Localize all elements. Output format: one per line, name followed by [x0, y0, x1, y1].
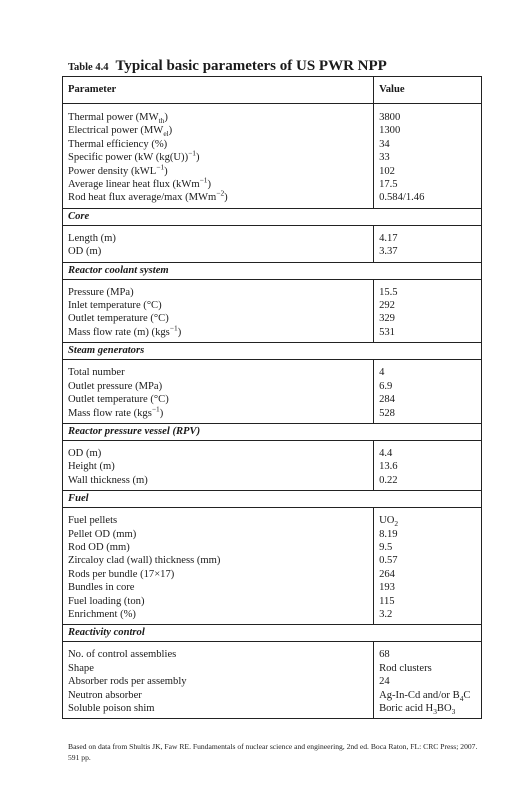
parameter-value: 4.17 [379, 232, 398, 244]
parameter-value: 102 [379, 165, 395, 177]
parameter-label: OD (m) [68, 246, 102, 258]
parameter-label: Outlet temperature (°C) [68, 394, 169, 406]
parameter-value: 24 [379, 676, 390, 688]
section-title: Reactivity control [63, 625, 482, 642]
table-row [63, 642, 482, 719]
source-footnote: Based on data from Shultis JK, Faw RE. Fundamentals of nuclear science and engineering, 2nd ed. Boca Raton, FL: CRC Press; 2007. 591 pp. [68, 742, 478, 762]
parameter-value: 329 [379, 313, 395, 325]
parameter-value: 0.57 [379, 555, 398, 567]
parameter-cell [63, 360, 374, 424]
parameter-label: Average linear heat flux (kWm$^{-1}$) [68, 175, 211, 191]
parameter-value: 284 [379, 394, 395, 406]
parameter-label: Absorber rods per assembly [68, 676, 187, 688]
parameter-value: 4 [379, 367, 385, 379]
parameter-label: OD (m) [68, 447, 102, 459]
parameter-cell [63, 508, 374, 625]
parameter-label: Fuel loading (ton) [68, 595, 145, 607]
parameter-cell [63, 642, 374, 719]
value-cell [374, 508, 482, 625]
parameter-value: 33 [379, 152, 390, 164]
parameter-label: Fuel pellets [68, 515, 118, 527]
table-row [63, 360, 482, 424]
parameter-cell [63, 104, 374, 209]
value-cell [374, 642, 482, 719]
section-title: Steam generators [63, 343, 482, 360]
parameter-label: Total number [68, 367, 125, 379]
table-title: Typical basic parameters of US PWR NPP [115, 58, 387, 74]
parameter-cell [63, 225, 374, 262]
parameter-label: Mass flow rate (kgs$^{-1}$) [68, 403, 164, 419]
table-body [63, 104, 482, 719]
section-header-row [63, 208, 482, 225]
parameter-label: Thermal efficiency (%) [68, 138, 168, 150]
parameter-value: Rod clusters [379, 662, 432, 674]
table-row [63, 279, 482, 343]
parameter-value: 17.5 [379, 179, 398, 191]
parameter-label: Shape [68, 662, 94, 674]
parameter-label: No. of control assemblies [68, 649, 177, 661]
parameter-value: Boric acid $H_3BO_3$ [379, 703, 456, 717]
parameter-value: 264 [379, 568, 395, 580]
parameter-value: 115 [379, 595, 395, 607]
parameter-value: 292 [379, 300, 395, 312]
value-cell [374, 360, 482, 424]
parameter-label: Mass flow rate (m) (kgs$^{-1}$) [68, 323, 182, 338]
parameter-label: Specific power (kW $(kg(U))^{-1}$) [68, 148, 200, 164]
parameter-value: 3800 [379, 112, 401, 123]
parameter-label: Rods per bundle (17×17) [68, 568, 175, 580]
parameter-value: 4.4 [379, 447, 393, 459]
parameter-label: Rod heat flux average/max (MWm$^{-2}$) [68, 188, 228, 204]
parameter-label: Rod OD (mm) [68, 541, 130, 553]
section-title: Reactor pressure vessel (RPV) [63, 423, 482, 440]
table-row [63, 104, 482, 209]
parameter-value: Ag-In-Cd and/or $B_4C$ [379, 689, 471, 703]
parameter-value: 6.9 [379, 380, 393, 392]
table-row [63, 225, 482, 262]
parameter-value: 13.6 [379, 461, 398, 473]
section-header-row [63, 625, 482, 642]
parameter-label: Power density (kWL$^{-1}$) [68, 162, 168, 177]
value-column-header: Value [374, 77, 482, 104]
section-title: Core [63, 208, 482, 225]
parameter-value: 15.5 [379, 286, 398, 298]
parameter-label: Thermal power $(MW_{th})$ [68, 112, 168, 126]
parameter-label: Soluble poison shim [68, 703, 155, 714]
section-header-row [63, 423, 482, 440]
parameter-value: 34 [379, 138, 390, 150]
value-cell [374, 225, 482, 262]
section-title: Fuel [63, 491, 482, 508]
parameter-value: 0.22 [379, 474, 398, 486]
parameter-cell [63, 440, 374, 490]
section-title: Reactor coolant system [63, 262, 482, 279]
value-cell [374, 279, 482, 343]
parameter-label: Pressure (MPa) [68, 286, 134, 298]
section-header-row [63, 262, 482, 279]
parameter-value: 531 [379, 326, 395, 338]
table-row [63, 440, 482, 490]
value-cell [374, 104, 482, 209]
parameter-label: Wall thickness (m) [68, 474, 148, 486]
parameter-value: 1300 [379, 125, 401, 137]
parameter-label: Neutron absorber [68, 689, 142, 701]
parameter-value: 3.37 [379, 246, 398, 258]
table-caption [68, 57, 387, 75]
parameter-label: Outlet pressure (MPa) [68, 380, 163, 392]
parameter-value: 193 [379, 582, 395, 594]
parameter-label: Bundles in core [68, 582, 135, 594]
parameter-value: 9.5 [379, 541, 393, 553]
value-cell [374, 440, 482, 490]
parameters-table [62, 76, 482, 719]
parameter-value: 68 [379, 649, 390, 661]
parameter-label: Electrical power $(MW_{el})$ [68, 125, 173, 139]
parameter-value: 528 [379, 407, 395, 419]
parameter-label: Enrichment (%) [68, 608, 136, 620]
parameter-label: Zircaloy clad (wall) thickness (mm) [68, 555, 221, 567]
parameter-label: Length (m) [68, 232, 116, 244]
parameter-label: Pellet OD (mm) [68, 528, 137, 540]
header-row [63, 77, 482, 104]
parameter-label: Height (m) [68, 461, 115, 473]
parameter-value: 8.19 [379, 528, 398, 540]
parameter-column-header: Parameter [63, 77, 374, 104]
parameter-value: $UO_2$ [379, 515, 399, 529]
parameter-cell [63, 279, 374, 343]
parameter-label: Outlet temperature (°C) [68, 313, 169, 325]
parameter-value: 0.584/1.46 [379, 192, 425, 204]
parameter-value: 3.2 [379, 608, 393, 620]
table-number: Table 4.4 [68, 62, 109, 73]
section-header-row [63, 343, 482, 360]
parameter-label: Inlet temperature (°C) [68, 300, 162, 312]
table-row [63, 508, 482, 625]
section-header-row [63, 491, 482, 508]
